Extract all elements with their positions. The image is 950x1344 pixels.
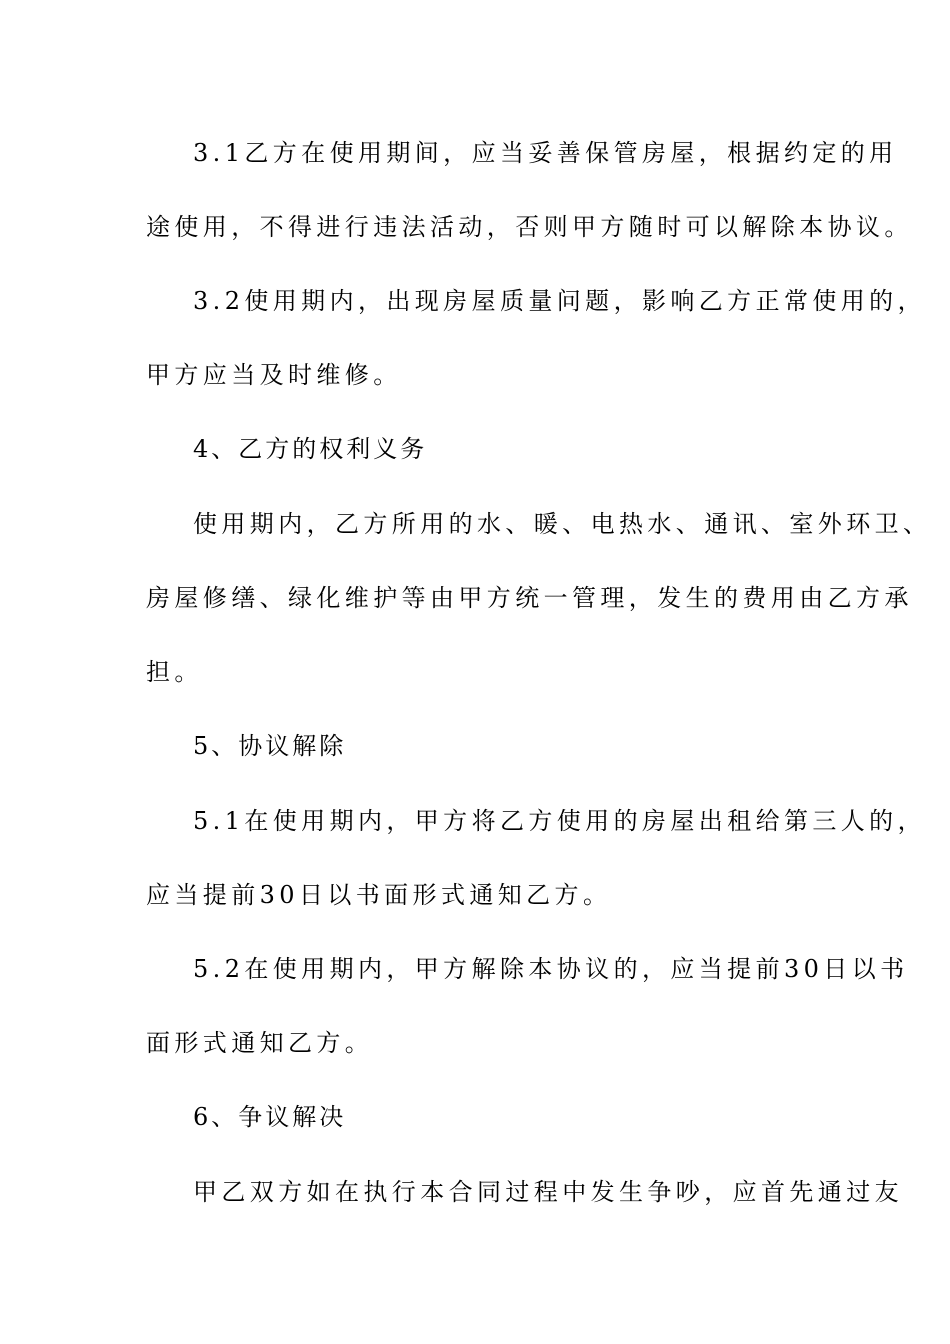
clause-5-1-line-2: 应当提前30日以书面形式通知乙方。 [146, 881, 612, 909]
section-6-line-1: 甲乙双方如在执行本合同过程中发生争吵，应首先通过友 [193, 1178, 903, 1206]
clause-3-2-line-2: 甲方应当及时维修。 [146, 361, 402, 389]
clause-3-2-line-1: 3.2使用期内，出现房屋质量问题，影响乙方正常使用的， [193, 287, 926, 315]
section-4-line-3: 担。 [146, 658, 203, 686]
section-4-line-2: 房屋修缮、绿化维护等由甲方统一管理，发生的费用由乙方承 [146, 584, 913, 612]
section-5-heading: 5、协议解除 [193, 732, 347, 760]
section-6-heading: 6、争议解决 [193, 1103, 347, 1131]
clause-5-2-line-1: 5.2在使用期内，甲方解除本协议的，应当提前30日以书 [193, 955, 909, 983]
clause-5-2-line-2: 面形式通知乙方。 [146, 1029, 374, 1057]
clause-3-1-line-1: 3.1乙方在使用期间，应当妥善保管房屋，根据约定的用 [193, 139, 898, 167]
clause-5-1-line-1: 5.1在使用期内，甲方将乙方使用的房屋出租给第三人的， [193, 807, 926, 835]
section-4-heading: 4、乙方的权利义务 [193, 435, 428, 463]
clause-3-1-line-2: 途使用，不得进行违法活动，否则甲方随时可以解除本协议。 [146, 213, 913, 241]
section-4-line-1: 使用期内，乙方所用的水、暖、电热水、通讯、室外环卫、 [193, 510, 932, 538]
